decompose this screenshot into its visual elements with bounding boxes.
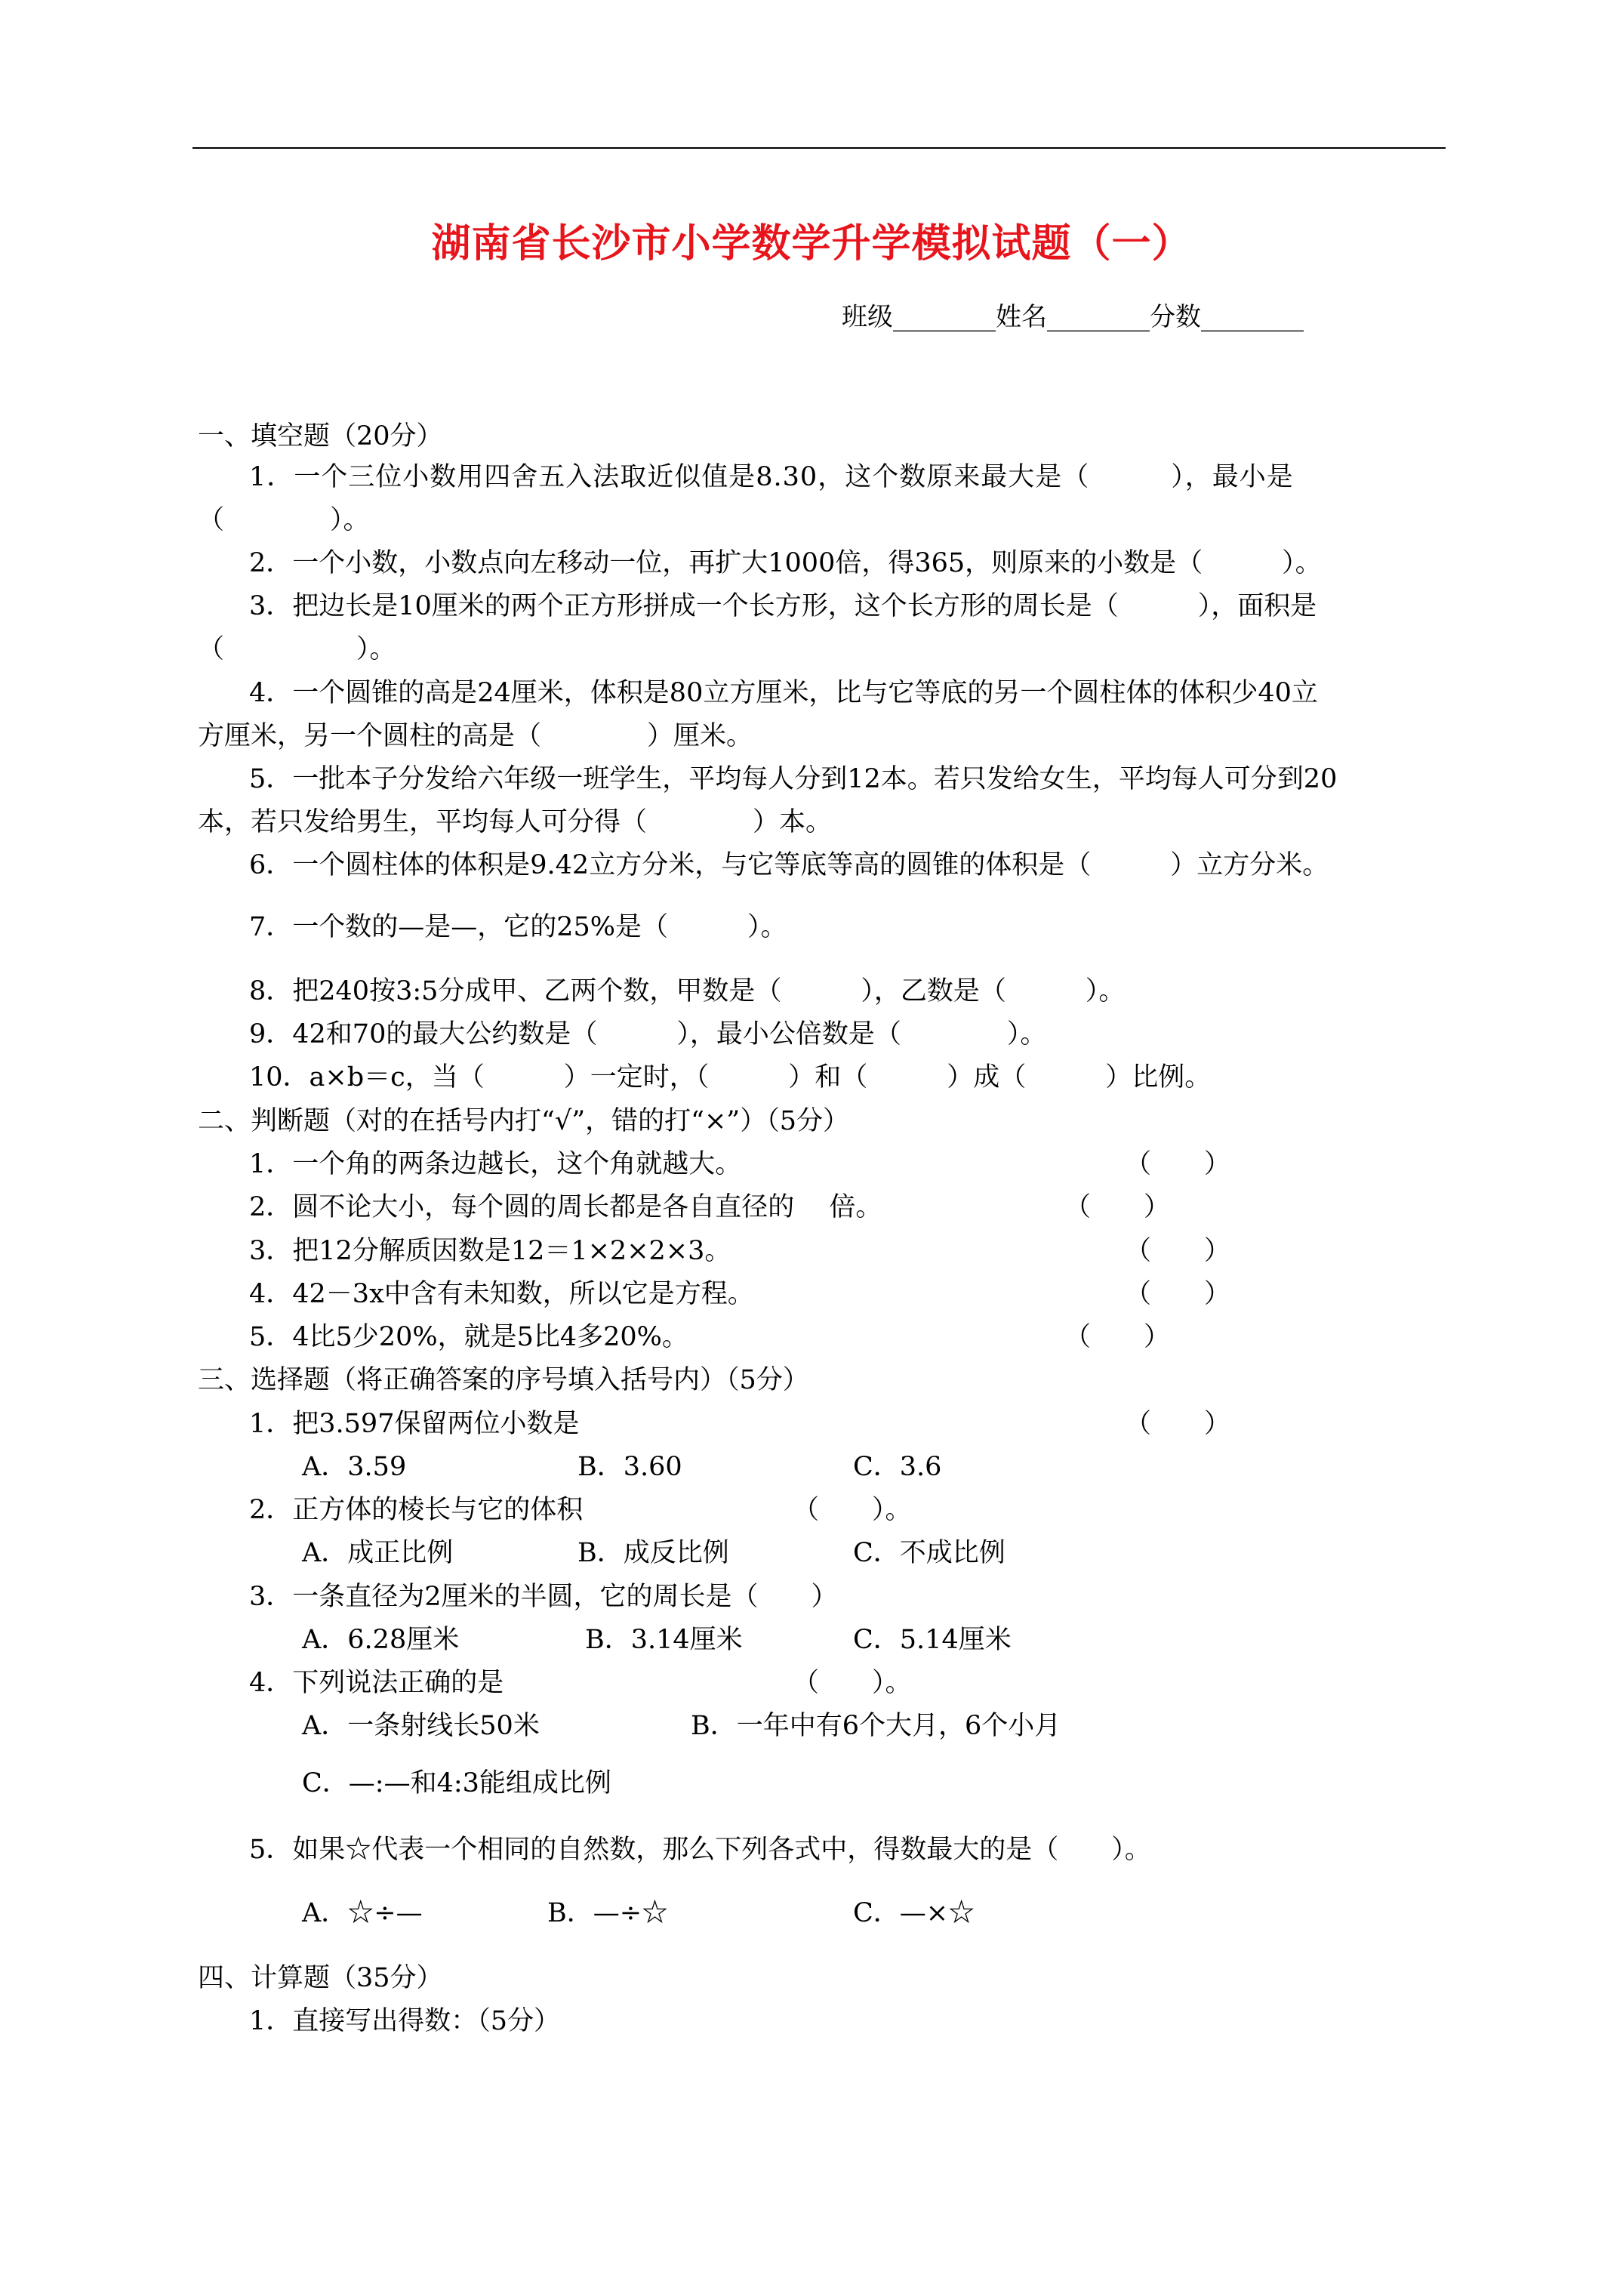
choice-q4-option-a[interactable]: A．一条射线长50米 — [302, 1711, 540, 1741]
section-1-heading: 一、填空题（20分） — [198, 421, 443, 451]
section-2-heading: 二、判断题（对的在括号内打“√”，错的打“×”）（5分） — [198, 1106, 849, 1136]
choice-q1-option-c[interactable]: C．3.6 — [853, 1452, 942, 1482]
calc-q1: 1．直接写出得数：（5分） — [249, 2006, 561, 2036]
choice-q1-option-a[interactable]: A．3.59 — [302, 1452, 407, 1482]
choice-q2-paren[interactable]: （ ）。 — [793, 1495, 912, 1525]
choice-q1-paren[interactable]: （ ） — [1125, 1409, 1231, 1439]
choice-q3-option-b[interactable]: B．3.14厘米 — [585, 1625, 743, 1655]
fill-q5-line2: 本，若只发给男生，平均每人可分得（ ）本。 — [198, 807, 833, 837]
choice-q4-paren[interactable]: （ ）。 — [793, 1668, 912, 1698]
choice-q5-option-c[interactable]: C．—×☆ — [853, 1898, 975, 1928]
choice-q5-option-b[interactable]: B．—÷☆ — [547, 1898, 669, 1928]
fill-q9: 9．42和70的最大公约数是（ ），最小公倍数是（ ）。 — [249, 1019, 1047, 1049]
fill-q5-line1: 5．一批本子分发给六年级一班学生，平均每人分到12本。若只发给女生，平均每人可分到20 — [249, 764, 1338, 794]
judge-q2-paren[interactable]: （ ） — [1064, 1192, 1171, 1222]
choice-q4-option-b[interactable]: B．一年中有6个大月，6个小月 — [691, 1711, 1061, 1741]
page-title: 湖南省长沙市小学数学升学模拟试题（一） — [431, 220, 1192, 267]
judge-q5: 5．4比5少20%，就是5比4多20%。 — [249, 1322, 688, 1352]
choice-q2-option-a[interactable]: A．成正比例 — [302, 1538, 454, 1568]
judge-q5-paren[interactable]: （ ） — [1064, 1322, 1171, 1352]
judge-q3: 3．把12分解质因数是12＝1×2×2×3。 — [249, 1236, 731, 1266]
judge-q2: 2．圆不论大小，每个圆的周长都是各自直径的 倍。 — [249, 1192, 882, 1222]
choice-q1: 1．把3.597保留两位小数是 — [249, 1409, 580, 1439]
fill-q2: 2．一个小数，小数点向左移动一位，再扩大1000倍，得365，则原来的小数是（ ）。 — [249, 548, 1322, 578]
choice-q3-option-a[interactable]: A．6.28厘米 — [302, 1625, 460, 1655]
judge-q1: 1．一个角的两条边越长，这个角就越大。 — [249, 1149, 742, 1179]
fill-q6: 6．一个圆柱体的体积是9.42立方分米，与它等底等高的圆锥的体积是（ ）立方分米。 — [249, 850, 1329, 880]
choice-q4: 4．下列说法正确的是 — [249, 1668, 504, 1698]
choice-q1-option-b[interactable]: B．3.60 — [577, 1452, 682, 1482]
top-rule — [192, 147, 1446, 149]
choice-q2-option-b[interactable]: B．成反比例 — [577, 1538, 729, 1568]
judge-q4-paren[interactable]: （ ） — [1125, 1279, 1231, 1309]
fill-q3-line1: 3．把边长是10厘米的两个正方形拼成一个长方形，这个长方形的周长是（ ），面积是 — [249, 591, 1317, 621]
fill-q1-line1: 1．一个三位小数用四舍五入法取近似值是8.30，这个数原来最大是（ ），最小是 — [249, 462, 1294, 492]
fill-q4-line2: 方厘米，另一个圆柱的高是（ ）厘米。 — [198, 721, 753, 751]
judge-q4: 4．42－3x中含有未知数，所以它是方程。 — [249, 1279, 754, 1309]
fill-q10: 10．a×b＝c，当（ ）一定时，（ ）和（ ）成（ ）比例。 — [249, 1062, 1212, 1093]
fill-q4-line1: 4．一个圆锥的高是24厘米，体积是80立方厘米，比与它等底的另一个圆柱体的体积少40立 — [249, 678, 1318, 708]
fill-q1-line2: （ ）。 — [198, 505, 370, 535]
choice-q5: 5．如果☆代表一个相同的自然数，那么下列各式中，得数最大的是（ ）。 — [249, 1835, 1151, 1865]
fill-q8: 8．把240按3:5分成甲、乙两个数，甲数是（ ），乙数是（ ）。 — [249, 976, 1126, 1006]
choice-q3: 3．一条直径为2厘米的半圆，它的周长是（ ） — [249, 1582, 838, 1612]
section-4-heading: 四、计算题（35分） — [198, 1963, 443, 1993]
judge-q1-paren[interactable]: （ ） — [1125, 1149, 1231, 1179]
fill-q3-line2: （ ）。 — [198, 634, 396, 664]
fill-q7: 7．一个数的—是—，它的25%是（ ）。 — [249, 912, 787, 942]
choice-q2: 2．正方体的棱长与它的体积 — [249, 1495, 584, 1525]
choice-q3-option-c[interactable]: C．5.14厘米 — [853, 1625, 1012, 1655]
judge-q3-paren[interactable]: （ ） — [1125, 1236, 1231, 1266]
section-3-heading: 三、选择题（将正确答案的序号填入括号内）（5分） — [198, 1365, 809, 1395]
header-fields: 班级________姓名________分数________ — [842, 302, 1304, 332]
choice-q5-option-a[interactable]: A．☆÷— — [302, 1898, 423, 1928]
choice-q2-option-c[interactable]: C．不成比例 — [853, 1538, 1006, 1568]
choice-q4-option-c[interactable]: C．—:—和4:3能组成比例 — [302, 1768, 611, 1798]
